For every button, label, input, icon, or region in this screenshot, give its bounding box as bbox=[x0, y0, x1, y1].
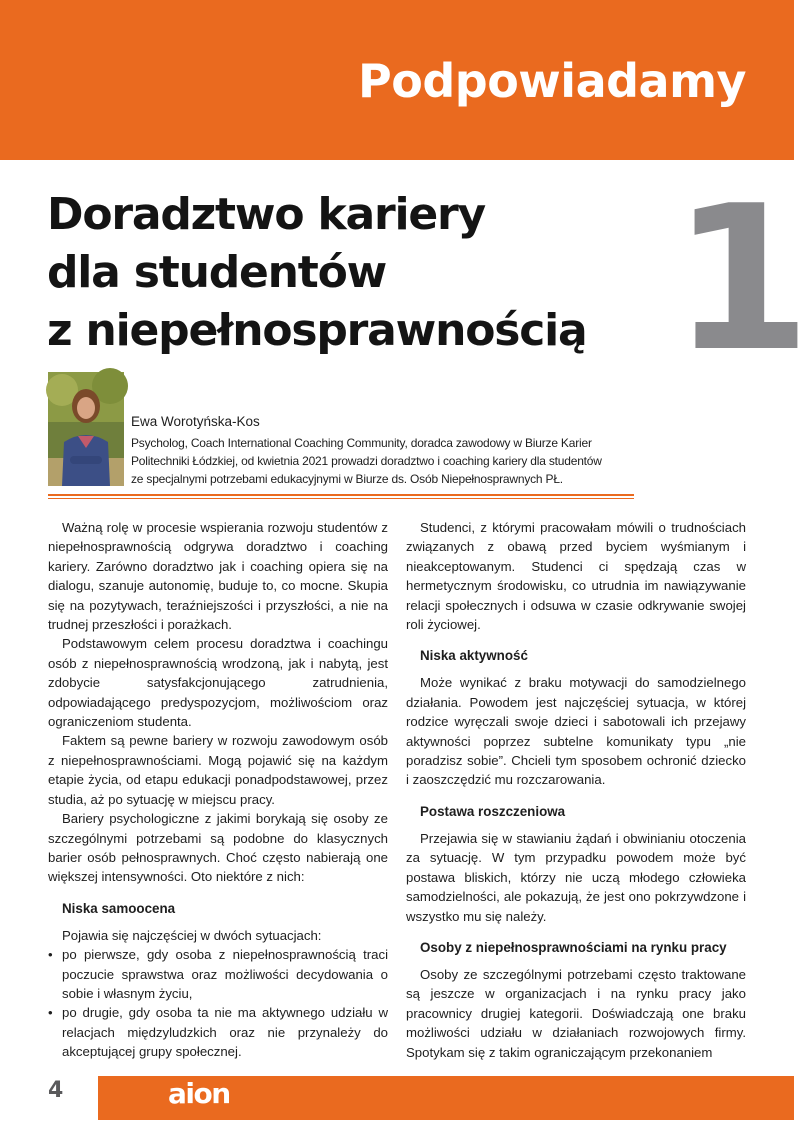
paragraph: Studenci, z którymi pracowałam mówili o trudnościach związanych z obawą przed byciem wyśmianym i nieakceptowanym. Studenci ci spędzają czas w hermetycznym środowisku, co utrudnia im nawiązywanie relacji społecznych i odsuwa w czasie odkrywanie swojej roli życiowej. bbox=[406, 520, 746, 633]
author-name: Ewa Worotyńska-Kos bbox=[131, 414, 260, 429]
title-line-2: dla studentów bbox=[47, 247, 387, 298]
bullet-icon: • bbox=[48, 1005, 53, 1021]
author-bio-line-2: Politechniki Łódzkiej, od kwietnia 2021 prowadzi doradztwo i coaching kariery dla studentów bbox=[131, 454, 602, 468]
article-title bbox=[47, 186, 667, 360]
paragraph: Przejawia się w stawianiu żądań i obwinianiu otoczenia za sytuację. W tym przypadku powodem może być postawa bliskich, którzy nie uczą młodego człowieka samodzielności, ale pokazują, że jest ono pokrzywdzone i wszystko mu się należy. bbox=[406, 830, 746, 924]
section-title: Podpowiadamy bbox=[358, 54, 746, 108]
subheading-low-self-esteem: Niska samoocena bbox=[62, 900, 176, 916]
right-column bbox=[406, 518, 746, 1062]
paragraph: Osoby ze szczególnymi potrzebami często traktowane są jeszcze w organizacjach i na rynku pracy jako pracownicy drugiej kategorii. Doświadczają one braku możliwości udziału w działaniach rozwojowych firmy. Spotykam się z takim ograniczającym przekonaniem bbox=[406, 966, 746, 1060]
paragraph: Faktem są pewne bariery w rozwoju zawodowym osób z niepełnosprawnościami. Mogą pojawić się na każdym etapie życia, od etapu edukacji ponadpodstawowej, przez studia, aż po sytuację w miejscu pracy. bbox=[48, 733, 388, 807]
bullet-list bbox=[48, 945, 388, 1061]
list-item-text: po pierwsze, gdy osoba z niepełnosprawnością traci poczucie sprawstwa oraz możliwości decydowania o sobie i własnym życiu, bbox=[62, 947, 388, 1001]
paragraph: Bariery psychologiczne z jakimi borykają się osoby ze szczególnymi potrzebami są podobne do klasycznych barier osób pełnosprawnych. Choć często nabierają one większej intensywności. Oto niektóre z nich: bbox=[48, 811, 388, 885]
divider-rule bbox=[48, 494, 634, 496]
paragraph: Podstawowym celem procesu doradztwa i coachingu osób z niepełnosprawnością wrodzoną, jak i nabytą, jest zdobycie satysfakcjonującego zatrudnienia, odpowiadającego predyspozycjom, możliwościom oraz ograniczeniom studenta. bbox=[48, 636, 388, 730]
bullet-icon: • bbox=[48, 947, 53, 963]
author-bio-line-1: Psycholog, Coach International Coaching Community, doradca zawodowy w Biurze Karier bbox=[131, 436, 592, 450]
author-photo bbox=[48, 372, 124, 486]
subheading-labour-market: Osoby z niepełnosprawnościami na rynku pracy bbox=[420, 939, 727, 955]
list-item bbox=[48, 1003, 388, 1061]
title-line-1: Doradztwo kariery bbox=[47, 189, 486, 240]
issue-number: 1 bbox=[672, 163, 811, 396]
aion-logo: aion bbox=[168, 1077, 230, 1110]
title-line-3: z niepełnosprawnością bbox=[47, 305, 587, 356]
page-number: 4 bbox=[48, 1078, 64, 1103]
subheading-entitlement: Postawa roszczeniowa bbox=[420, 803, 566, 819]
left-column bbox=[48, 518, 388, 1062]
author-bio bbox=[131, 434, 631, 488]
paragraph: Może wynikać z braku motywacji do samodzielnego działania. Powodem jest najczęściej sytuacja, w której rodzice wyręczali swoje dzieci i sabotowali ich przejawy aktywności poprzez subtelne komunikaty typu „nie poradzisz sobie”. Chcieli tym sposobem ochronić dziecko i zaoszczędzić mu rozczarowania. bbox=[406, 675, 746, 788]
paragraph: Pojawia się najczęściej w dwóch sytuacjach: bbox=[62, 927, 322, 943]
author-bio-line-3: ze specjalnymi potrzebami edukacyjnymi w Biurze ds. Osób Niepełnosprawnych PŁ. bbox=[131, 472, 563, 486]
list-item-text: po drugie, gdy osoba ta nie ma aktywnego udziału w relacjach międzyludzkich oraz nie przynależy do akceptującej grupy społecznej. bbox=[62, 1005, 388, 1060]
paragraph: Ważną rolę w procesie wspierania rozwoju studentów z niepełnosprawnością odgrywa doradztwo i coaching kariery. Zarówno doradztwo jak i coaching opiera się na dialogu, szanuje autonomię, buduje to, co mocne. Skupia się na pozytywach, teraźniejszości i przyszłości, a nie na trudnej przeszłości i porażkach. bbox=[48, 520, 388, 633]
divider-rule-thin bbox=[48, 498, 634, 499]
subheading-low-activity: Niska aktywność bbox=[420, 648, 528, 664]
list-item bbox=[48, 945, 388, 1003]
